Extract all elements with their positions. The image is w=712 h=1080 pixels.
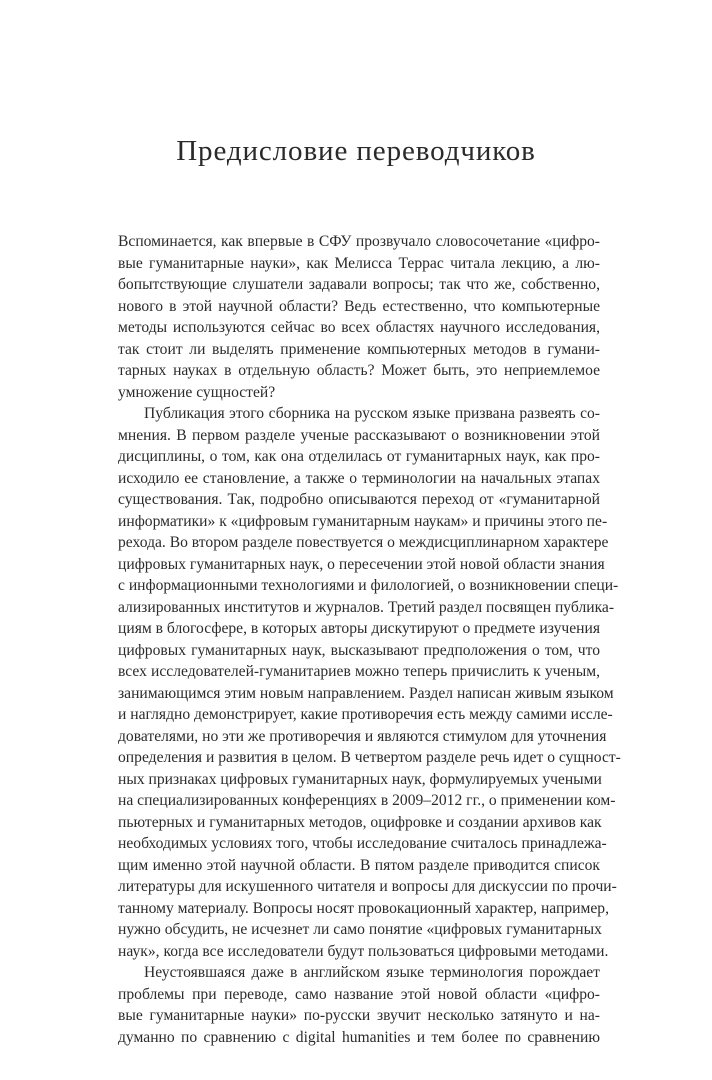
- text-line: мнения. В первом разделе ученые рассказывают о возникновении этой: [118, 426, 600, 444]
- text-line: умножение сущностей?: [118, 383, 276, 401]
- paragraph: [118, 962, 600, 1048]
- text-line: ных признаках цифровых гуманитарных наук, формулируемых учеными: [118, 770, 602, 788]
- text-line: проблемы при переводе, само название этой новой области «цифро-: [118, 985, 600, 1003]
- text-line: Публикация этого сборника на русском языке призвана развеять со-: [144, 405, 600, 422]
- text-line: цифровых гуманитарных наук, о пересечении этой новой области знания: [118, 555, 605, 573]
- text-line: дисциплины, о том, как она отделилась от гуманитарных наук, как про-: [118, 448, 600, 465]
- text-line: на специализированных конференциях в 2009–2012 гг., о применении ком-: [118, 792, 616, 809]
- text-line: наук», когда все исследователи будут пользоваться цифровыми методами.: [118, 942, 609, 960]
- text-line: циям в блогосфере, в которых авторы дискутируют о предмете изучения: [118, 620, 600, 637]
- paragraph: [118, 231, 600, 403]
- text-line: нужно обсудить, не исчезнет ли само понятие «цифровых гуманитарных: [118, 921, 602, 938]
- text-line: бопытствующие слушатели задавали вопросы; так что же, собственно,: [118, 276, 600, 293]
- body-text: [118, 231, 621, 1048]
- text-line: занимающимся этим новым направлением. Раздел написан живым языком: [118, 684, 614, 702]
- text-line: литературы для искушенного читателя и вопросы для дискуссии по прочи-: [118, 878, 617, 895]
- text-line: Вспоминается, как впервые в СФУ прозвучало словосочетание «цифро-: [118, 233, 600, 250]
- text-line: вые гуманитарные науки» по-русски звучит несколько затянуто и на-: [118, 1007, 600, 1024]
- text-line: тарных науках в отдельную область? Может быть, это неприемлемое: [118, 362, 600, 379]
- text-line: необходимых условиях того, чтобы исследование считалось принадлежа-: [118, 835, 607, 852]
- text-line: щим именно этой научной области. В пятом разделе приводится список: [118, 856, 600, 874]
- text-line: ализированных институтов и журналов. Третий раздел посвящен публика-: [118, 598, 615, 616]
- text-line: вые гуманитарные науки», как Мелисса Террас читала лекцию, а лю-: [118, 254, 600, 272]
- text-line: думанно по сравнению с digital humanities и тем более по сравнению: [118, 1028, 600, 1046]
- text-line: исходило ее становление, а также о терминологии на начальных этапах: [118, 469, 600, 487]
- text-line: существования. Так, подробно описываются переход от «гуманитарной: [118, 491, 600, 508]
- text-line: определения и развития в целом. В четвертом разделе речь идет о сущност-: [118, 749, 621, 766]
- text-line: Неустоявшаяся даже в английском языке терминология порождает: [144, 964, 600, 981]
- text-line: так стоит ли выделять применение компьютерных методов в гумани-: [118, 340, 600, 358]
- text-line: рехода. Во втором разделе повествуется о междисциплинарном характере: [118, 534, 609, 551]
- paragraph: [118, 403, 621, 962]
- text-line: цифровых гуманитарных наук, высказывают предположения о том, что: [118, 641, 600, 659]
- text-line: информатики» к «цифровым гуманитарным наукам» и причины этого пе-: [118, 512, 608, 530]
- text-line: танному материалу. Вопросы носят провокационный характер, например,: [118, 899, 609, 917]
- text-line: с информационными технологиями и филологией, о возникновении специ-: [118, 577, 619, 594]
- page-title: Предисловие переводчиков: [176, 135, 536, 167]
- text-line: методы используются сейчас во всех областях научного исследования,: [118, 319, 600, 336]
- text-line: и наглядно демонстрирует, какие противоречия есть между самими иссле-: [118, 706, 613, 723]
- text-line: всех исследователей-гуманитариев можно теперь причислить к ученым,: [118, 663, 600, 680]
- text-line: пьютерных и гуманитарных методов, оцифровке и создании архивов как: [118, 813, 602, 831]
- text-line: нового в этой научной области? Ведь естественно, что компьютерные: [118, 297, 600, 315]
- text-line: дователями, но эти же противоречия и являются стимулом для уточнения: [118, 727, 607, 745]
